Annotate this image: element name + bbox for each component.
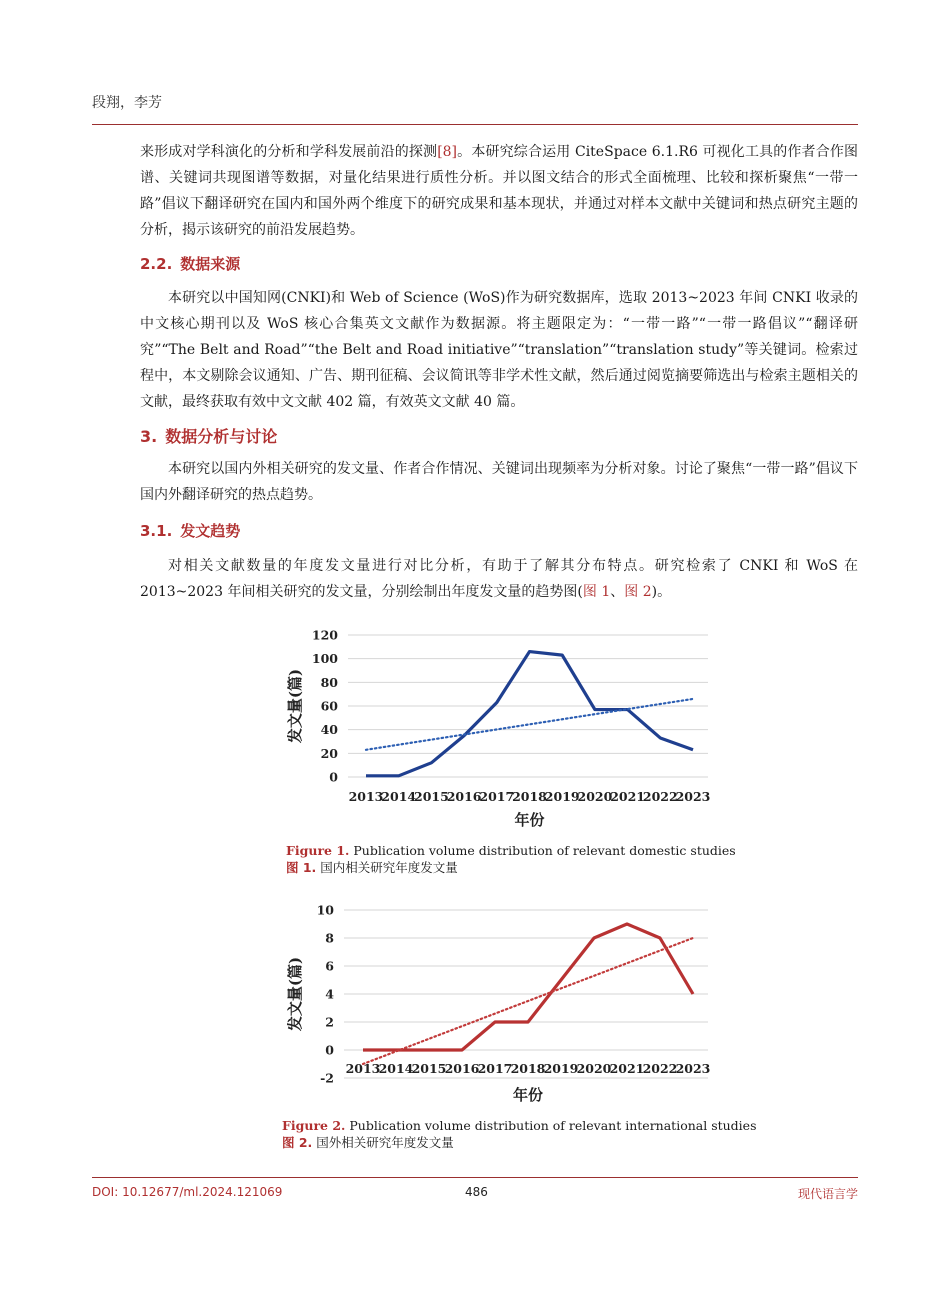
figure-2-label: Figure 2. — [282, 1118, 346, 1133]
trend-separator: 、 — [610, 584, 625, 600]
figure-2-link[interactable]: 图 2 — [624, 584, 652, 600]
y-tick-label: 40 — [320, 722, 338, 738]
y-tick-label: -2 — [320, 1070, 334, 1086]
x-tick-label: 2016 — [446, 789, 482, 804]
domestic-publication-chart — [0, 620, 950, 835]
x-tick-label: 2017 — [479, 789, 515, 804]
citation-link[interactable]: [8] — [437, 144, 458, 160]
footer-journal[interactable]: 现代语言学 — [797, 1187, 858, 1201]
series-line — [366, 652, 693, 776]
figure-2-caption — [282, 1117, 757, 1151]
x-tick-label: 2022 — [642, 1061, 678, 1076]
y-tick-label: 6 — [325, 958, 334, 974]
section-title: 数据分析与讨论 — [165, 427, 278, 446]
x-axis-title: 年份 — [514, 811, 545, 829]
section-title: 发文趋势 — [180, 522, 241, 540]
trend-text-start: 对相关文献数量的年度发文量进行对比分析，有助于了解其分布特点。研究检索了 CNKI 和 WoS 在 2013~2023 年间相关研究的发文量，分别绘制出年度发文量的趋势图( — [140, 558, 858, 600]
header-authors: 段翔，李芳 — [92, 95, 162, 111]
x-tick-label: 2022 — [642, 789, 678, 804]
y-tick-label: 120 — [311, 627, 338, 643]
y-tick-label: 100 — [311, 651, 338, 667]
x-tick-label: 2014 — [381, 789, 417, 804]
section-number: 2.2. — [140, 255, 173, 273]
figure-2-label-zh: 图 2. — [282, 1135, 313, 1150]
y-tick-label: 10 — [316, 902, 334, 918]
international-publication-chart — [0, 895, 950, 1110]
x-tick-label: 2021 — [609, 1061, 645, 1076]
x-tick-label: 2013 — [345, 1061, 381, 1076]
y-tick-label: 4 — [325, 986, 334, 1002]
x-tick-label: 2021 — [610, 789, 645, 804]
intro-paragraph — [140, 139, 858, 243]
x-tick-label: 2015 — [411, 1061, 447, 1076]
y-tick-label: 2 — [325, 1014, 334, 1030]
figure-2-caption-en: Publication volume distribution of relevant international studies — [349, 1118, 757, 1133]
figure-1-caption-zh: 国内相关研究年度发文量 — [320, 860, 458, 875]
x-tick-label: 2015 — [414, 789, 449, 804]
figure-1-link[interactable]: 图 1 — [582, 584, 611, 600]
figure-1-label-zh: 图 1. — [286, 860, 317, 875]
x-tick-label: 2023 — [675, 1061, 711, 1076]
y-tick-label: 60 — [320, 698, 338, 714]
x-tick-label: 2017 — [477, 1061, 513, 1076]
y-tick-label: 20 — [320, 745, 338, 761]
x-tick-label: 2020 — [577, 789, 613, 804]
x-tick-label: 2023 — [675, 789, 711, 804]
section-heading-3 — [140, 424, 277, 447]
y-tick-label: 80 — [320, 674, 338, 690]
footer-doi[interactable]: DOI: 10.12677/ml.2024.121069 — [92, 1185, 283, 1199]
figure-1-label: Figure 1. — [286, 843, 350, 858]
header-divider — [92, 124, 858, 125]
intro-text-end: 。本研究综合运用 CiteSpace 6.1.R6 可视化工具的作者合作图谱、关键词共现图谱等数据，对量化结果进行质性分析。并以图文结合的形式全面梳理、比较和探析聚焦“一带一路”倡议下翻译研究在国内和国外两个维度下的研究成果和基本现状，并通过对样本文献中关键词和热点研究主题的分析，揭示该研究的前沿发展趋势。 — [140, 144, 859, 238]
section-number: 3. — [140, 427, 158, 446]
x-tick-label: 2019 — [543, 1061, 579, 1076]
x-tick-label: 2016 — [444, 1061, 480, 1076]
x-tick-label: 2018 — [512, 789, 547, 804]
x-tick-label: 2013 — [348, 789, 384, 804]
trend-line — [363, 938, 693, 1064]
y-axis-title: 发文量(篇) — [286, 956, 304, 1032]
section-heading-2-2 — [140, 253, 240, 274]
trend-text-end: )。 — [651, 584, 672, 600]
y-tick-label: 0 — [329, 769, 338, 785]
analysis-paragraph: 本研究以国内外相关研究的发文量、作者合作情况、关键词出现频率为分析对象。讨论了聚焦“一带一路”倡议下国内外翻译研究的热点趋势。 — [140, 461, 858, 503]
x-axis-title: 年份 — [512, 1086, 544, 1104]
trend-paragraph — [140, 553, 858, 605]
footer-page-number: 486 — [465, 1185, 488, 1199]
x-tick-label: 2020 — [576, 1061, 612, 1076]
x-tick-label: 2018 — [510, 1061, 546, 1076]
figure-1-caption-en: Publication volume distribution of relevant domestic studies — [353, 843, 736, 858]
x-tick-label: 2014 — [378, 1061, 414, 1076]
section-number: 3.1. — [140, 522, 173, 540]
x-tick-label: 2019 — [544, 789, 580, 804]
series-line — [363, 924, 693, 1050]
y-axis-title: 发文量(篇) — [286, 668, 304, 744]
y-tick-label: 0 — [325, 1042, 334, 1058]
intro-text-start: 来形成对学科演化的分析和学科发展前沿的探测 — [140, 144, 438, 160]
section-title: 数据来源 — [180, 255, 241, 273]
footer-divider — [92, 1177, 858, 1178]
y-tick-label: 8 — [325, 930, 334, 946]
section-heading-3-1 — [140, 520, 240, 541]
data-source-paragraph: 本研究以中国知网(CNKI)和 Web of Science (WoS)作为研究数据库，选取 2013~2023 年间 CNKI 收录的中文核心期刊以及 WoS 核心合集英文文献作为数据源。将主题限定为：“一带一路”“一带一路倡议”“翻译研究”“The Belt and Road”“the Belt and Road initiative”“translation”“translation study”等关键词。检索过程中，本文剔除会议通知、广告、期刊征稿、会议简讯等非学术性文献，然后通过阅览摘要筛选出与检索主题相关的文献，最终获取有效中文文献 402 篇，有效英文文献 40 篇。 — [140, 290, 858, 410]
figure-1-caption — [286, 842, 736, 876]
figure-2-caption-zh: 国外相关研究年度发文量 — [316, 1135, 454, 1150]
